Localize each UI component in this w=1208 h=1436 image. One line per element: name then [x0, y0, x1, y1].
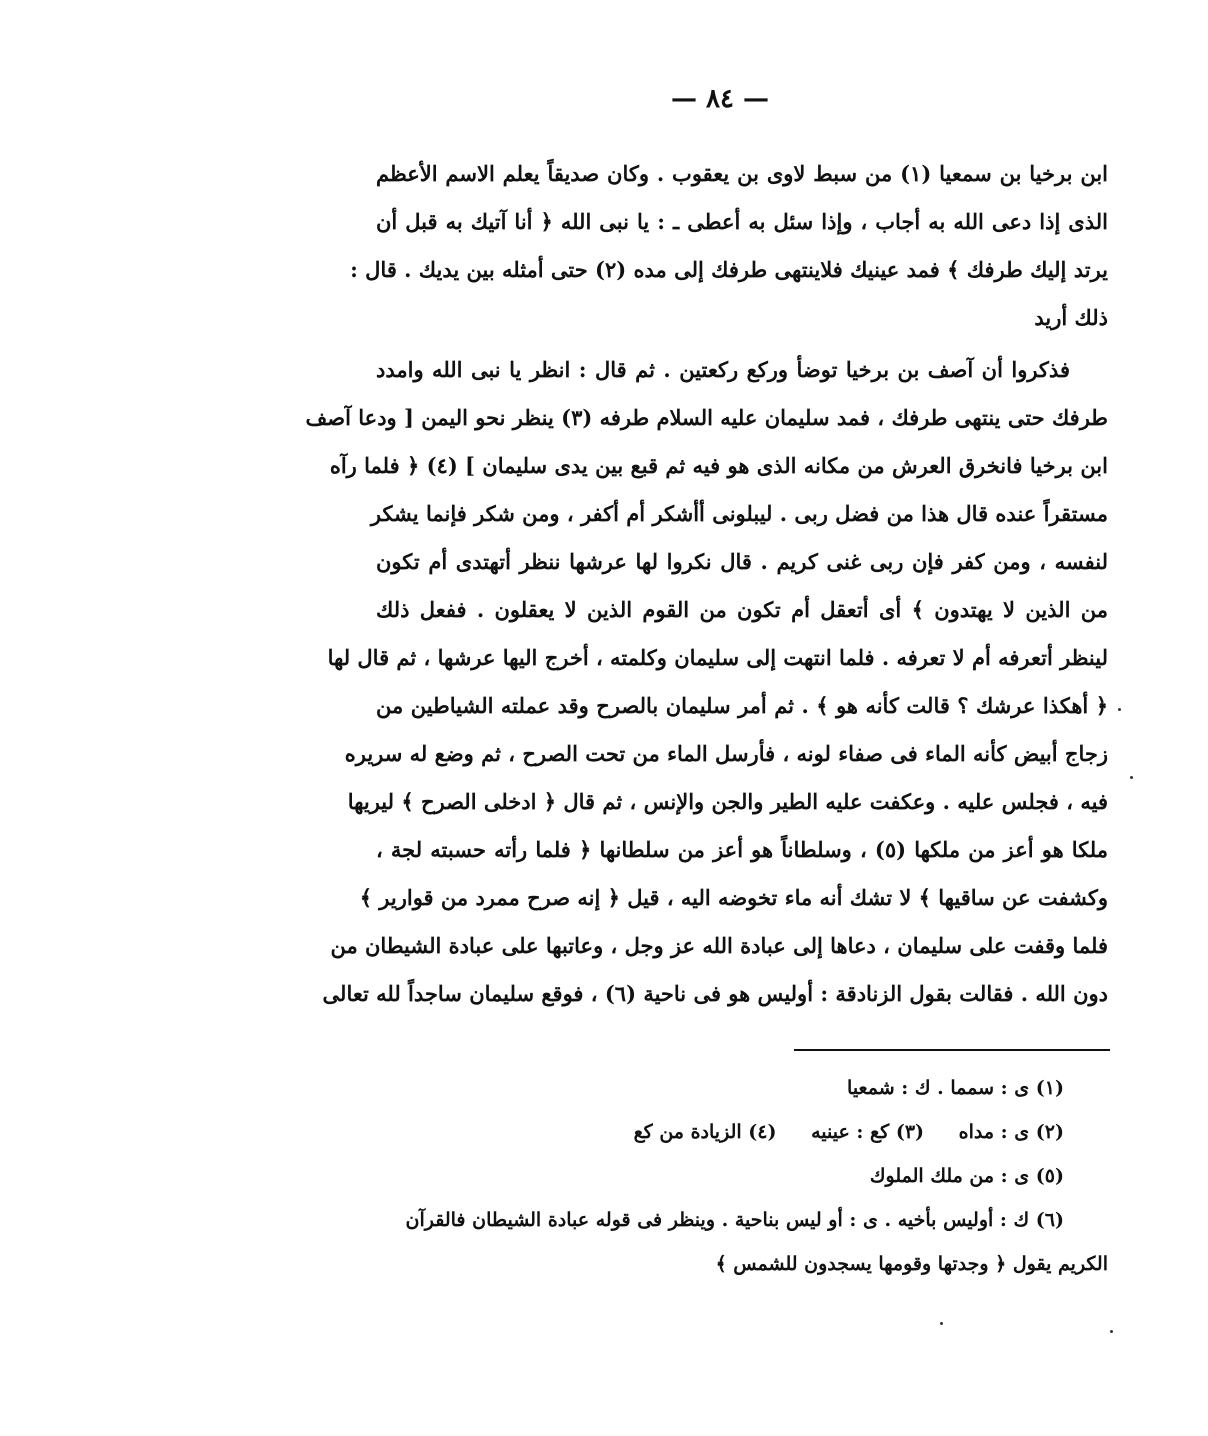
footnote-2: (٢) ى : مداه — [958, 1121, 1064, 1143]
footnote-row-2 — [376, 1110, 1108, 1154]
text-line: ابن برخيا فانخرق العرش من مكانه الذى هو فيه ثم قبع بين يدى سليمان ] (٤) ﴿ فلما رآه — [329, 453, 1108, 478]
text-line: من الذين لا يهتدون ﴾ أى أتعقل أم تكون من القوم الذين لا يعقلون . ففعل ذلك — [376, 597, 1108, 622]
text-line: لنفسه ، ومن كفر فإن ربى غنى كريم . قال نكروا لها عرشها ننظر أتهتدى أم تكون — [376, 549, 1108, 574]
page-number: — ٨٤ — — [670, 84, 770, 114]
text-line: ملكا هو أعز من ملكها (٥) ، وسلطاناً هو أعز من سلطانها ﴿ فلما رأته حسبته لجة ، — [376, 837, 1108, 862]
text-line: يرتد إليك طرفك ﴾ فمد عينيك فلاينتهى طرفك إلى مده (٢) حتى أمثله بين يديك . قال : — [350, 257, 1108, 282]
text-line: فلما وقفت على سليمان ، دعاها إلى عبادة الله عز وجل ، وعاتبها على عبادة الشيطان من — [330, 933, 1108, 958]
footnote-1: (١) ى : سمما . ك : شمعيا — [847, 1077, 1064, 1099]
text-line: ذلك أريد — [1034, 305, 1108, 330]
text-line: فذكروا أن آصف بن برخيا توضأ وركع ركعتين . ثم قال : انظر يا نبى الله وامدد — [376, 357, 1070, 382]
paragraph-2 — [305, 346, 1108, 1018]
text-line: طرفك حتى ينتهى طرفك ، فمد سليمان عليه السلام طرفه (٣) ينظر نحو اليمن [ ودعا آصف — [305, 405, 1108, 430]
text-line: وكشفت عن ساقيها ﴾ لا تشك أنه ماء تخوضه اليه ، قيل ﴿ إنه صرح ممرد من قوارير ﴾ — [359, 885, 1108, 910]
footnote-divider — [794, 1049, 1110, 1051]
text-line: الذى إذا دعى الله به أجاب ، وإذا سئل به أعطى ـ : يا نبى الله ﴿ أنا آتيك به قبل أن — [376, 209, 1108, 234]
text-line: مستقراً عنده قال هذا من فضل ربى . ليبلونى أأشكر أم أكفر ، ومن شكر فإنما يشكر — [370, 501, 1108, 526]
scan-speck — [1130, 776, 1133, 779]
footnotes — [376, 1066, 1108, 1286]
footnote-6-continued: الكريم يقول ﴿ وجدتها وقومها يسجدون للشمس ﴾ — [715, 1253, 1108, 1275]
scan-speck — [940, 1322, 943, 1325]
text-line: زجاج أبيض كأنه الماء فى صفاء لونه ، فأرسل الماء من تحت الصرح ، ثم وضع له سريره — [344, 741, 1108, 766]
text-line: فيه ، فجلس عليه . وعكفت عليه الطير والجن والإنس ، ثم قال ﴿ ادخلى الصرح ﴾ ليريها — [347, 789, 1108, 814]
text-line: لينظر أتعرفه أم لا تعرفه . فلما انتهت إلى سليمان وكلمته ، أخرج اليها عرشها ، ثم قال لها — [327, 645, 1108, 670]
footnote-5: (٥) ى : من ملك الملوك — [869, 1165, 1064, 1187]
scan-speck — [1110, 1330, 1113, 1333]
text-line: دون الله . فقالت بقول الزنادقة : أوليس هو فى ناحية (٦) ، فوقع سليمان ساجداً لله تعالى — [322, 981, 1108, 1006]
scan-speck — [1118, 708, 1121, 711]
footnote-6: (٦) ك : أوليس بأخيه . ى : أو ليس بناحية . وينظر فى قوله عبادة الشيطان فالقرآن — [405, 1209, 1064, 1231]
footnote-3: (٣) كع : عينيه — [811, 1121, 925, 1143]
text-line: ابن برخيا بن سمعيا (١) من سبط لاوى بن يعقوب . وكان صديقاً يعلم الاسم الأعظم — [376, 161, 1108, 186]
footnote-4: (٤) الزيادة من كع — [633, 1121, 777, 1143]
text-line: ﴿ أهكذا عرشك ؟ قالت كأنه هو ﴾ . ثم أمر سليمان بالصرح وقد عملته الشياطين من — [376, 693, 1108, 718]
paragraph-1 — [350, 150, 1108, 342]
